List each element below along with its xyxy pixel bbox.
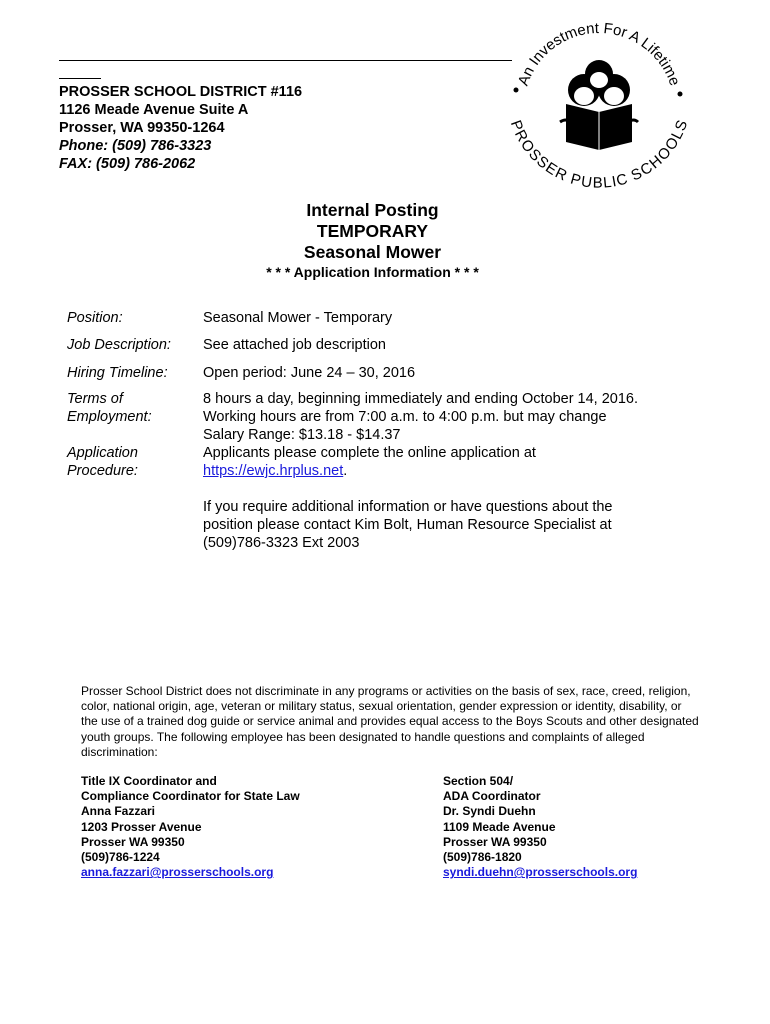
- job-description-value: See attached job description: [203, 337, 386, 353]
- job-description-label: Job Description:: [67, 337, 171, 353]
- district-logo: [504, 22, 694, 200]
- children-reading-icon: [560, 60, 638, 150]
- coordinator-city: Prosser WA 99350: [81, 834, 185, 849]
- application-procedure-label: [67, 444, 138, 480]
- coordinator-title-line2: ADA Coordinator: [443, 789, 541, 804]
- logo-school-text: PROSSER PUBLIC SCHOOLS: [506, 117, 692, 192]
- coordinator-email-link[interactable]: syndi.duehn@prosserschools.org: [443, 865, 638, 880]
- posting-title: Seasonal Mower: [303, 242, 442, 262]
- header-short-rule: [59, 78, 101, 79]
- header-rule: [59, 60, 512, 61]
- terms-label-line1: Terms of: [67, 391, 123, 407]
- coordinator-city: Prosser WA 99350: [443, 834, 547, 849]
- coordinator-phone: (509)786-1820: [443, 850, 522, 865]
- district-phone: Phone: (509) 786-3323: [59, 138, 212, 154]
- district-header: [59, 83, 302, 173]
- coordinator-title-line2: Compliance Coordinator for State Law: [81, 789, 300, 804]
- posting-status: TEMPORARY: [316, 221, 429, 241]
- section-504-coordinator: [443, 774, 637, 880]
- terms-line2: Working hours are from 7:00 a.m. to 4:00 p.m. but may change: [203, 409, 607, 425]
- application-line2: [203, 462, 638, 480]
- posting-subtitle: * * * Application Information * * *: [266, 264, 479, 280]
- coordinator-title-line1: Title IX Coordinator and: [81, 774, 217, 788]
- application-line1: Applicants please complete the online application at: [203, 445, 536, 461]
- contact-line2: position please contact Kim Bolt, Human Resource Specialist at: [203, 517, 612, 533]
- posting-type: Internal Posting: [306, 200, 439, 220]
- contact-line1: If you require additional information or have questions about the: [203, 499, 613, 515]
- district-name: PROSSER SCHOOL DISTRICT #116: [59, 84, 303, 100]
- coordinator-name: Anna Fazzari: [81, 804, 156, 819]
- contact-info: [203, 498, 612, 552]
- terms-label: [67, 390, 152, 426]
- position-label: Position:: [67, 310, 123, 326]
- terms-value: [203, 390, 638, 480]
- nondiscrimination-notice: Prosser School District does not discriminate in any programs or activities on the basis of sex, race, creed, religion, color, national origin, age, veteran or military status, sexual orientation, gender expression or identity, disability, or the use of a trained dog guide or service animal and provides equal access to the Boys Scouts and other designated youth groups. The following employee has been designated to handle questions and complaints of alleged discrimination:: [81, 684, 699, 759]
- coordinator-address: 1109 Meade Avenue: [443, 819, 556, 834]
- salary-range: Salary Range: $13.18 - $14.37: [203, 427, 401, 443]
- hiring-timeline-label: Hiring Timeline:: [67, 365, 168, 381]
- position-value: Seasonal Mower - Temporary: [203, 310, 393, 326]
- application-link[interactable]: https://ewjc.hrplus.net: [203, 463, 344, 479]
- hiring-timeline-value: Open period: June 24 – 30, 2016: [203, 365, 416, 381]
- terms-line1: 8 hours a day, beginning immediately and ending October 14, 2016.: [203, 391, 639, 407]
- coordinator-name: Dr. Syndi Duehn: [443, 804, 536, 819]
- coordinator-email-link[interactable]: anna.fazzari@prosserschools.org: [81, 865, 274, 880]
- coordinator-address: 1203 Prosser Avenue: [81, 819, 202, 834]
- district-address-line2: Prosser, WA 99350-1264: [59, 120, 225, 136]
- application-link-suffix: .: [343, 463, 348, 479]
- contact-line3: (509)786-3323 Ext 2003: [203, 535, 360, 551]
- district-fax: FAX: (509) 786-2062: [59, 156, 196, 172]
- district-address-line1: 1126 Meade Avenue Suite A: [59, 102, 249, 118]
- coordinator-phone: (509)786-1224: [81, 850, 160, 865]
- coordinator-title-line1: Section 504/: [443, 774, 514, 788]
- application-label-line2: Procedure:: [67, 463, 138, 479]
- application-label-line1: Application: [67, 445, 138, 461]
- terms-label-line2: Employment:: [67, 409, 152, 425]
- title-ix-coordinator: [81, 774, 300, 880]
- logo-motto-text: An Investment For A Lifetime: [514, 22, 684, 88]
